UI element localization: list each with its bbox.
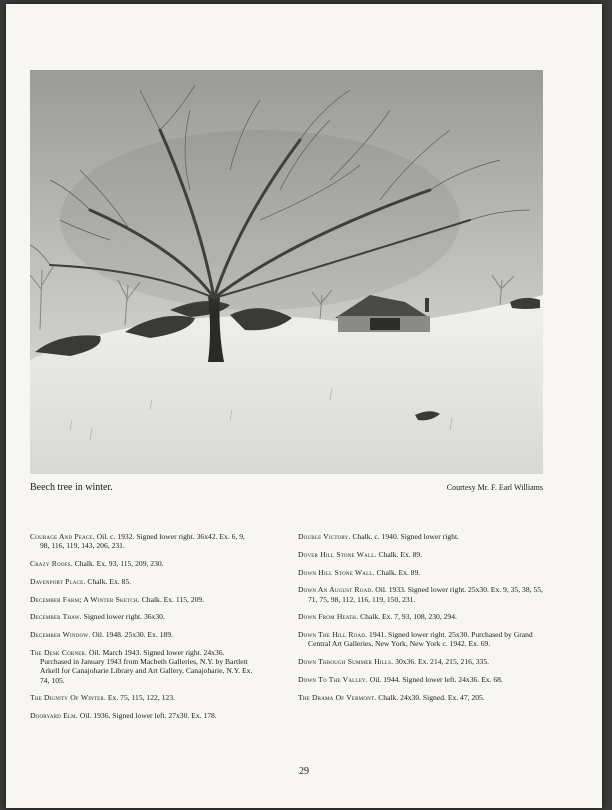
entry-title: Double Victory. bbox=[298, 532, 351, 541]
entry-title: Down An August Road. bbox=[298, 585, 374, 595]
entry-title: December Window. bbox=[30, 630, 91, 640]
catalog-entry bbox=[30, 612, 255, 621]
catalog-column-left bbox=[30, 532, 255, 729]
entry-body: Chalk. Ex. 93, 115, 209, 230. bbox=[72, 559, 164, 568]
entry-body: Chalk. Ex. 85. bbox=[85, 576, 132, 586]
entry-title: The Desk Corner. bbox=[30, 647, 88, 657]
entry-body: Oil. 1944. Signed lower left. 24x36. Ex. 68. bbox=[367, 674, 503, 684]
entry-body: Oil. March 1943. Signed lower right. 24x36. Purchased in January 1943 from Macbeth Galleries, N.Y. by Bartlett Arkell for Canajoharie Library and Art Gallery, Canajoharie, N.Y. Ex. 74, 105. bbox=[40, 647, 253, 685]
catalog-entry bbox=[298, 568, 548, 577]
entry-body: Chalk. c. 1940. Signed lower right. bbox=[350, 532, 459, 541]
book-page bbox=[6, 4, 602, 808]
entry-title: The Drama Of Vermont. bbox=[298, 692, 377, 702]
catalog-column-right bbox=[298, 532, 548, 711]
catalog-entry bbox=[30, 595, 255, 604]
entry-title: Down The Hill Road. bbox=[298, 630, 368, 640]
entry-title: Down To The Valley. bbox=[298, 674, 368, 684]
entry-title: The Dignity Of Winter. bbox=[30, 693, 107, 703]
entry-body: 30x36. Ex. 214, 215, 216, 335. bbox=[393, 657, 490, 667]
entry-body: Oil. c. 1932. Signed lower right. 36x42. Ex. 6, 9, 98, 116, 119, 143, 206, 231. bbox=[40, 532, 245, 551]
entry-body: Oil. 1948. 25x30. Ex. 189. bbox=[90, 630, 174, 640]
beech-tree-photo bbox=[30, 70, 543, 474]
entry-body: 1941. Signed lower right. 25x30. Purchased by Grand Central Art Galleries, New York, New York c. 1942. Ex. 69. bbox=[308, 630, 533, 649]
entry-body: Chalk. 24x30. Signed. Ex. 47, 205. bbox=[376, 692, 485, 702]
catalog-entry bbox=[298, 532, 548, 541]
page-number: 29 bbox=[299, 766, 309, 777]
entry-title: Davenport Place. bbox=[30, 576, 86, 586]
photo-caption: Beech tree in winter. bbox=[30, 482, 113, 493]
catalog-entry bbox=[30, 711, 255, 720]
entry-title: December Farm; A Winter Sketch. bbox=[30, 594, 140, 604]
entry-body: Oil. 1936. Signed lower left. 27x30. Ex. 178. bbox=[77, 711, 217, 721]
entry-body: Oil. 1933. Signed lower right. 25x30. Ex. 9, 35, 38, 55, 71, 75, 98, 112, 116, 119, 150, 231. bbox=[308, 585, 543, 604]
entry-body: Chalk. Ex. 89. bbox=[374, 567, 421, 577]
photo-illustration bbox=[30, 70, 543, 474]
entry-title: Down Through Summer Hills. bbox=[298, 657, 394, 667]
entry-body: Signed lower right. 36x30. bbox=[81, 612, 165, 622]
entry-body: Chalk. Ex. 7, 93, 108, 230, 294. bbox=[358, 612, 457, 622]
entry-body: Chalk. Ex. 115, 209. bbox=[139, 594, 205, 604]
catalog-entry bbox=[30, 693, 255, 702]
catalog-entry bbox=[30, 559, 255, 568]
catalog-entry bbox=[298, 550, 548, 559]
entry-title: Crazy Roofs. bbox=[30, 559, 73, 568]
catalog-entry bbox=[30, 577, 255, 586]
catalog-entry bbox=[30, 532, 255, 550]
entry-title: December Thaw. bbox=[30, 612, 82, 622]
catalog-entry bbox=[30, 630, 255, 639]
catalog-entry bbox=[298, 657, 548, 666]
entry-title: Down Hill Stone Wall. bbox=[298, 567, 375, 577]
entry-title: Courage And Peace. bbox=[30, 532, 95, 541]
entry-title: Down From Heath. bbox=[298, 612, 359, 622]
entry-body: Ex. 75, 115, 122, 123. bbox=[106, 693, 175, 703]
catalog-entry bbox=[298, 585, 548, 603]
entry-title: Dooryard Elm. bbox=[30, 711, 78, 721]
catalog-entry bbox=[298, 630, 548, 648]
entry-body: Chalk. Ex. 89. bbox=[376, 549, 423, 559]
photo-credit: Courtesy Mr. F. Earl Williams bbox=[446, 483, 543, 492]
entry-title: Dover Hill Stone Wall. bbox=[298, 549, 377, 559]
catalog-entry bbox=[298, 675, 548, 684]
catalog-entry bbox=[298, 693, 548, 702]
catalog-entry bbox=[298, 612, 548, 621]
catalog-entry bbox=[30, 648, 255, 685]
